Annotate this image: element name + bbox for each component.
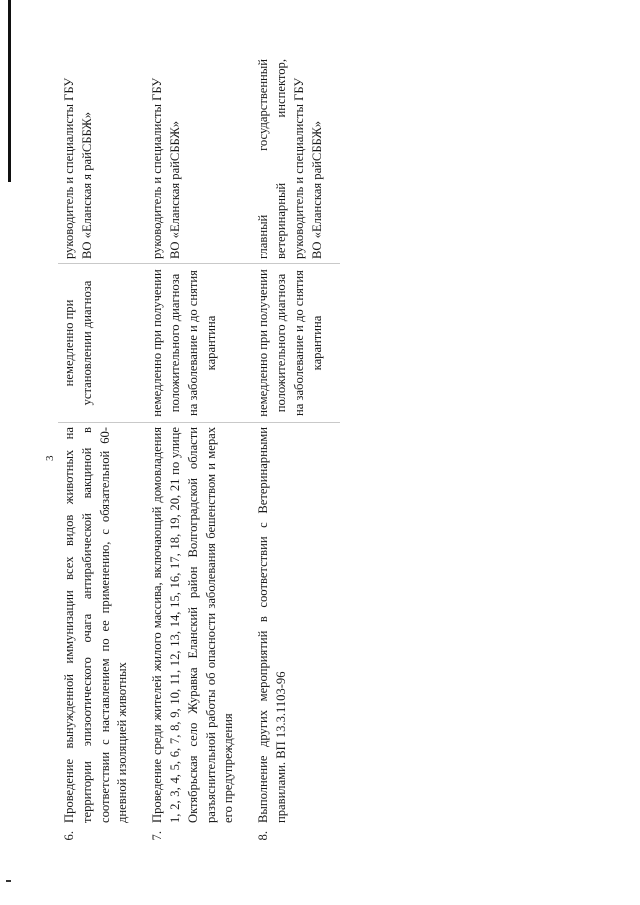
measure-term: немедленно при получении положительного диагноза на заболевание и до снятия карантина: [252, 264, 340, 423]
measure-term: немедленно при установлении диагноза: [58, 264, 146, 423]
page-number: 3: [44, 455, 56, 461]
measure-responsible: руководитель и специалисты ГБУ ВО «Еланская райСББЖ»: [150, 77, 182, 259]
table-row: [58, 55, 146, 865]
row-number: 7.: [150, 831, 165, 841]
responsible-specialists: руководитель и специалисты ГБУ ВО «Еланская райСББЖ»: [291, 77, 324, 259]
measure-responsible: руководитель и специалисты ГБУ ВО «Еланская я райСББЖ»: [62, 77, 94, 259]
measure-description: Проведение вынужденной иммунизации всех видов животных на территории эпизоотического очага антирабической вакциной в соответствии с наставлением по ее применению, с обязательной 60-дневной изоляцией животных: [62, 427, 130, 823]
table-row: [252, 55, 340, 865]
measure-responsible: [252, 55, 340, 264]
measure-description: Выполнение других мероприятий в соответствии с Ветеринарными правилами. ВП 13.3.1103-96: [256, 427, 288, 823]
measure-term: немедленно при получении положительного диагноза на заболевание и до снятия карантина: [146, 264, 252, 423]
row-number: 6.: [62, 831, 76, 841]
table-row: [146, 55, 252, 865]
responsible-inspector: главный государственный ветеринарный инспектор,: [256, 59, 288, 259]
measures-table: [58, 55, 340, 865]
row-number: 8.: [256, 831, 271, 841]
measure-description: Проведение среди жителей жилого массива, включающий домовладения 1, 2, 3, 4, 5, 6, 7, 8, 9, 10, 11, 12, 13, 14, 15, 16, 17, 18, 19, 20, 21 по улице Октябрьская село Журавка Еланский район Волгоградской области разъяснительной работы об опасности заболевания бешенством и мерах его предупреждения: [150, 427, 236, 823]
